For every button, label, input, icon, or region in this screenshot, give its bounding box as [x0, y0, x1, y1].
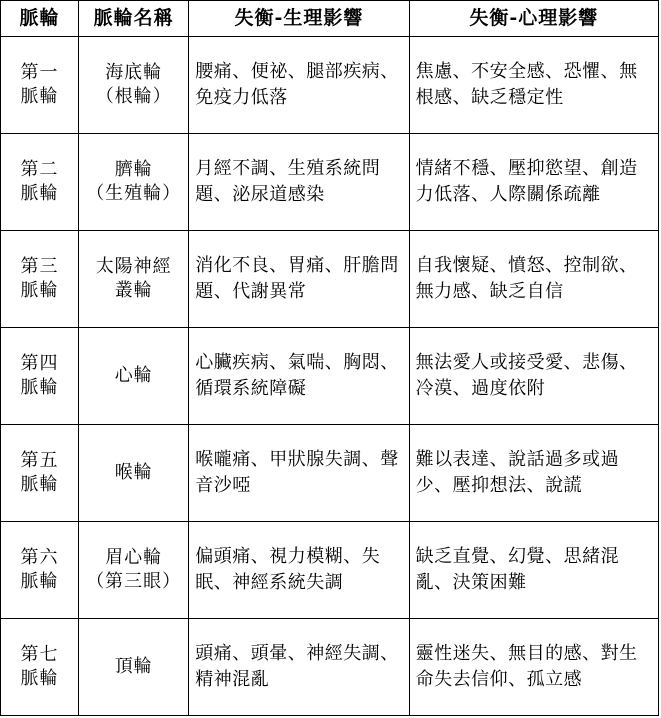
chakra-name-line2: （第三眼）: [86, 570, 182, 592]
chakra-number-line2: 脈輪: [20, 376, 59, 398]
cell-physical-effects: 喉嚨痛、甲狀腺失調、聲音沙啞: [189, 424, 409, 521]
chakra-name-line1: 太陽神經: [95, 255, 172, 277]
cell-physical-effects: 腰痛、便祕、腿部疾病、免疫力低落: [189, 36, 409, 133]
chakra-name-line2: （生殖輪）: [86, 182, 182, 204]
column-header-chakra-name: 脈輪名稱: [79, 1, 189, 37]
cell-chakra-name: [79, 230, 189, 327]
cell-chakra-name: [79, 618, 189, 715]
cell-physical-effects: 頭痛、頭暈、神經失調、精神混亂: [189, 618, 409, 715]
cell-psychological-effects: 難以表達、說話過多或過少、壓抑想法、說謊: [409, 424, 658, 521]
chakra-name-line1: 眉心輪: [105, 546, 163, 568]
chakra-name-line1: 心輪: [114, 364, 153, 386]
cell-chakra-number: [1, 618, 79, 715]
cell-psychological-effects: 情緒不穩、壓抑慾望、創造力低落、人際關係疏離: [409, 133, 658, 230]
cell-chakra-number: [1, 133, 79, 230]
cell-psychological-effects: 無法愛人或接受愛、悲傷、冷漠、過度依附: [409, 327, 658, 424]
table-row: [1, 618, 659, 715]
chakra-name-line2: 叢輪: [114, 279, 153, 301]
cell-chakra-name: [79, 424, 189, 521]
cell-chakra-number: [1, 36, 79, 133]
table-row: [1, 424, 659, 521]
cell-chakra-number: [1, 521, 79, 618]
chakra-number-line2: 脈輪: [20, 570, 59, 592]
table-row: [1, 521, 659, 618]
chakra-number-line1: 第一: [20, 61, 59, 83]
cell-chakra-name: [79, 36, 189, 133]
cell-chakra-number: [1, 327, 79, 424]
chakra-number-line1: 第七: [20, 643, 59, 665]
column-header-chakra: 脈輪: [1, 1, 79, 37]
chakra-number-line1: 第四: [20, 352, 59, 374]
header-row: [1, 1, 659, 37]
cell-chakra-name: [79, 521, 189, 618]
cell-chakra-number: [1, 424, 79, 521]
cell-physical-effects: 月經不調、生殖系統問題、泌尿道感染: [189, 133, 409, 230]
chakra-number-line1: 第五: [20, 449, 59, 471]
chakra-number-line2: 脈輪: [20, 85, 59, 107]
chakra-number-line1: 第六: [20, 546, 59, 568]
chakra-number-line2: 脈輪: [20, 473, 59, 495]
cell-physical-effects: 消化不良、胃痛、肝膽問題、代謝異常: [189, 230, 409, 327]
chakra-name-line2: （根輪）: [95, 85, 172, 107]
chakra-number-line1: 第二: [20, 158, 59, 180]
table-row: [1, 230, 659, 327]
table-body: [1, 36, 659, 715]
column-header-physical-effects: 失衡-生理影響: [189, 1, 409, 37]
cell-chakra-name: [79, 327, 189, 424]
cell-physical-effects: 偏頭痛、視力模糊、失眠、神經系統失調: [189, 521, 409, 618]
chakra-name-line1: 頂輪: [114, 655, 153, 677]
chakra-number-line2: 脈輪: [20, 279, 59, 301]
cell-psychological-effects: 缺乏直覺、幻覺、思緒混亂、決策困難: [409, 521, 658, 618]
cell-psychological-effects: 自我懷疑、憤怒、控制欲、無力感、缺乏自信: [409, 230, 658, 327]
chakra-name-line1: 喉輪: [114, 461, 153, 483]
chakra-number-line2: 脈輪: [20, 182, 59, 204]
column-header-psychological-effects: 失衡-心理影響: [409, 1, 658, 37]
table-row: [1, 36, 659, 133]
cell-psychological-effects: 靈性迷失、無目的感、對生命失去信仰、孤立感: [409, 618, 658, 715]
cell-psychological-effects: 焦慮、不安全感、恐懼、無根感、缺乏穩定性: [409, 36, 658, 133]
cell-chakra-name: [79, 133, 189, 230]
chakra-number-line1: 第三: [20, 255, 59, 277]
cell-chakra-number: [1, 230, 79, 327]
table-row: [1, 133, 659, 230]
cell-physical-effects: 心臟疾病、氣喘、胸悶、循環系統障礙: [189, 327, 409, 424]
table-row: [1, 327, 659, 424]
chakra-number-line2: 脈輪: [20, 667, 59, 689]
chakra-name-line1: 臍輪: [114, 158, 153, 180]
table-header: [1, 1, 659, 37]
chakra-name-line1: 海底輪: [105, 61, 163, 83]
